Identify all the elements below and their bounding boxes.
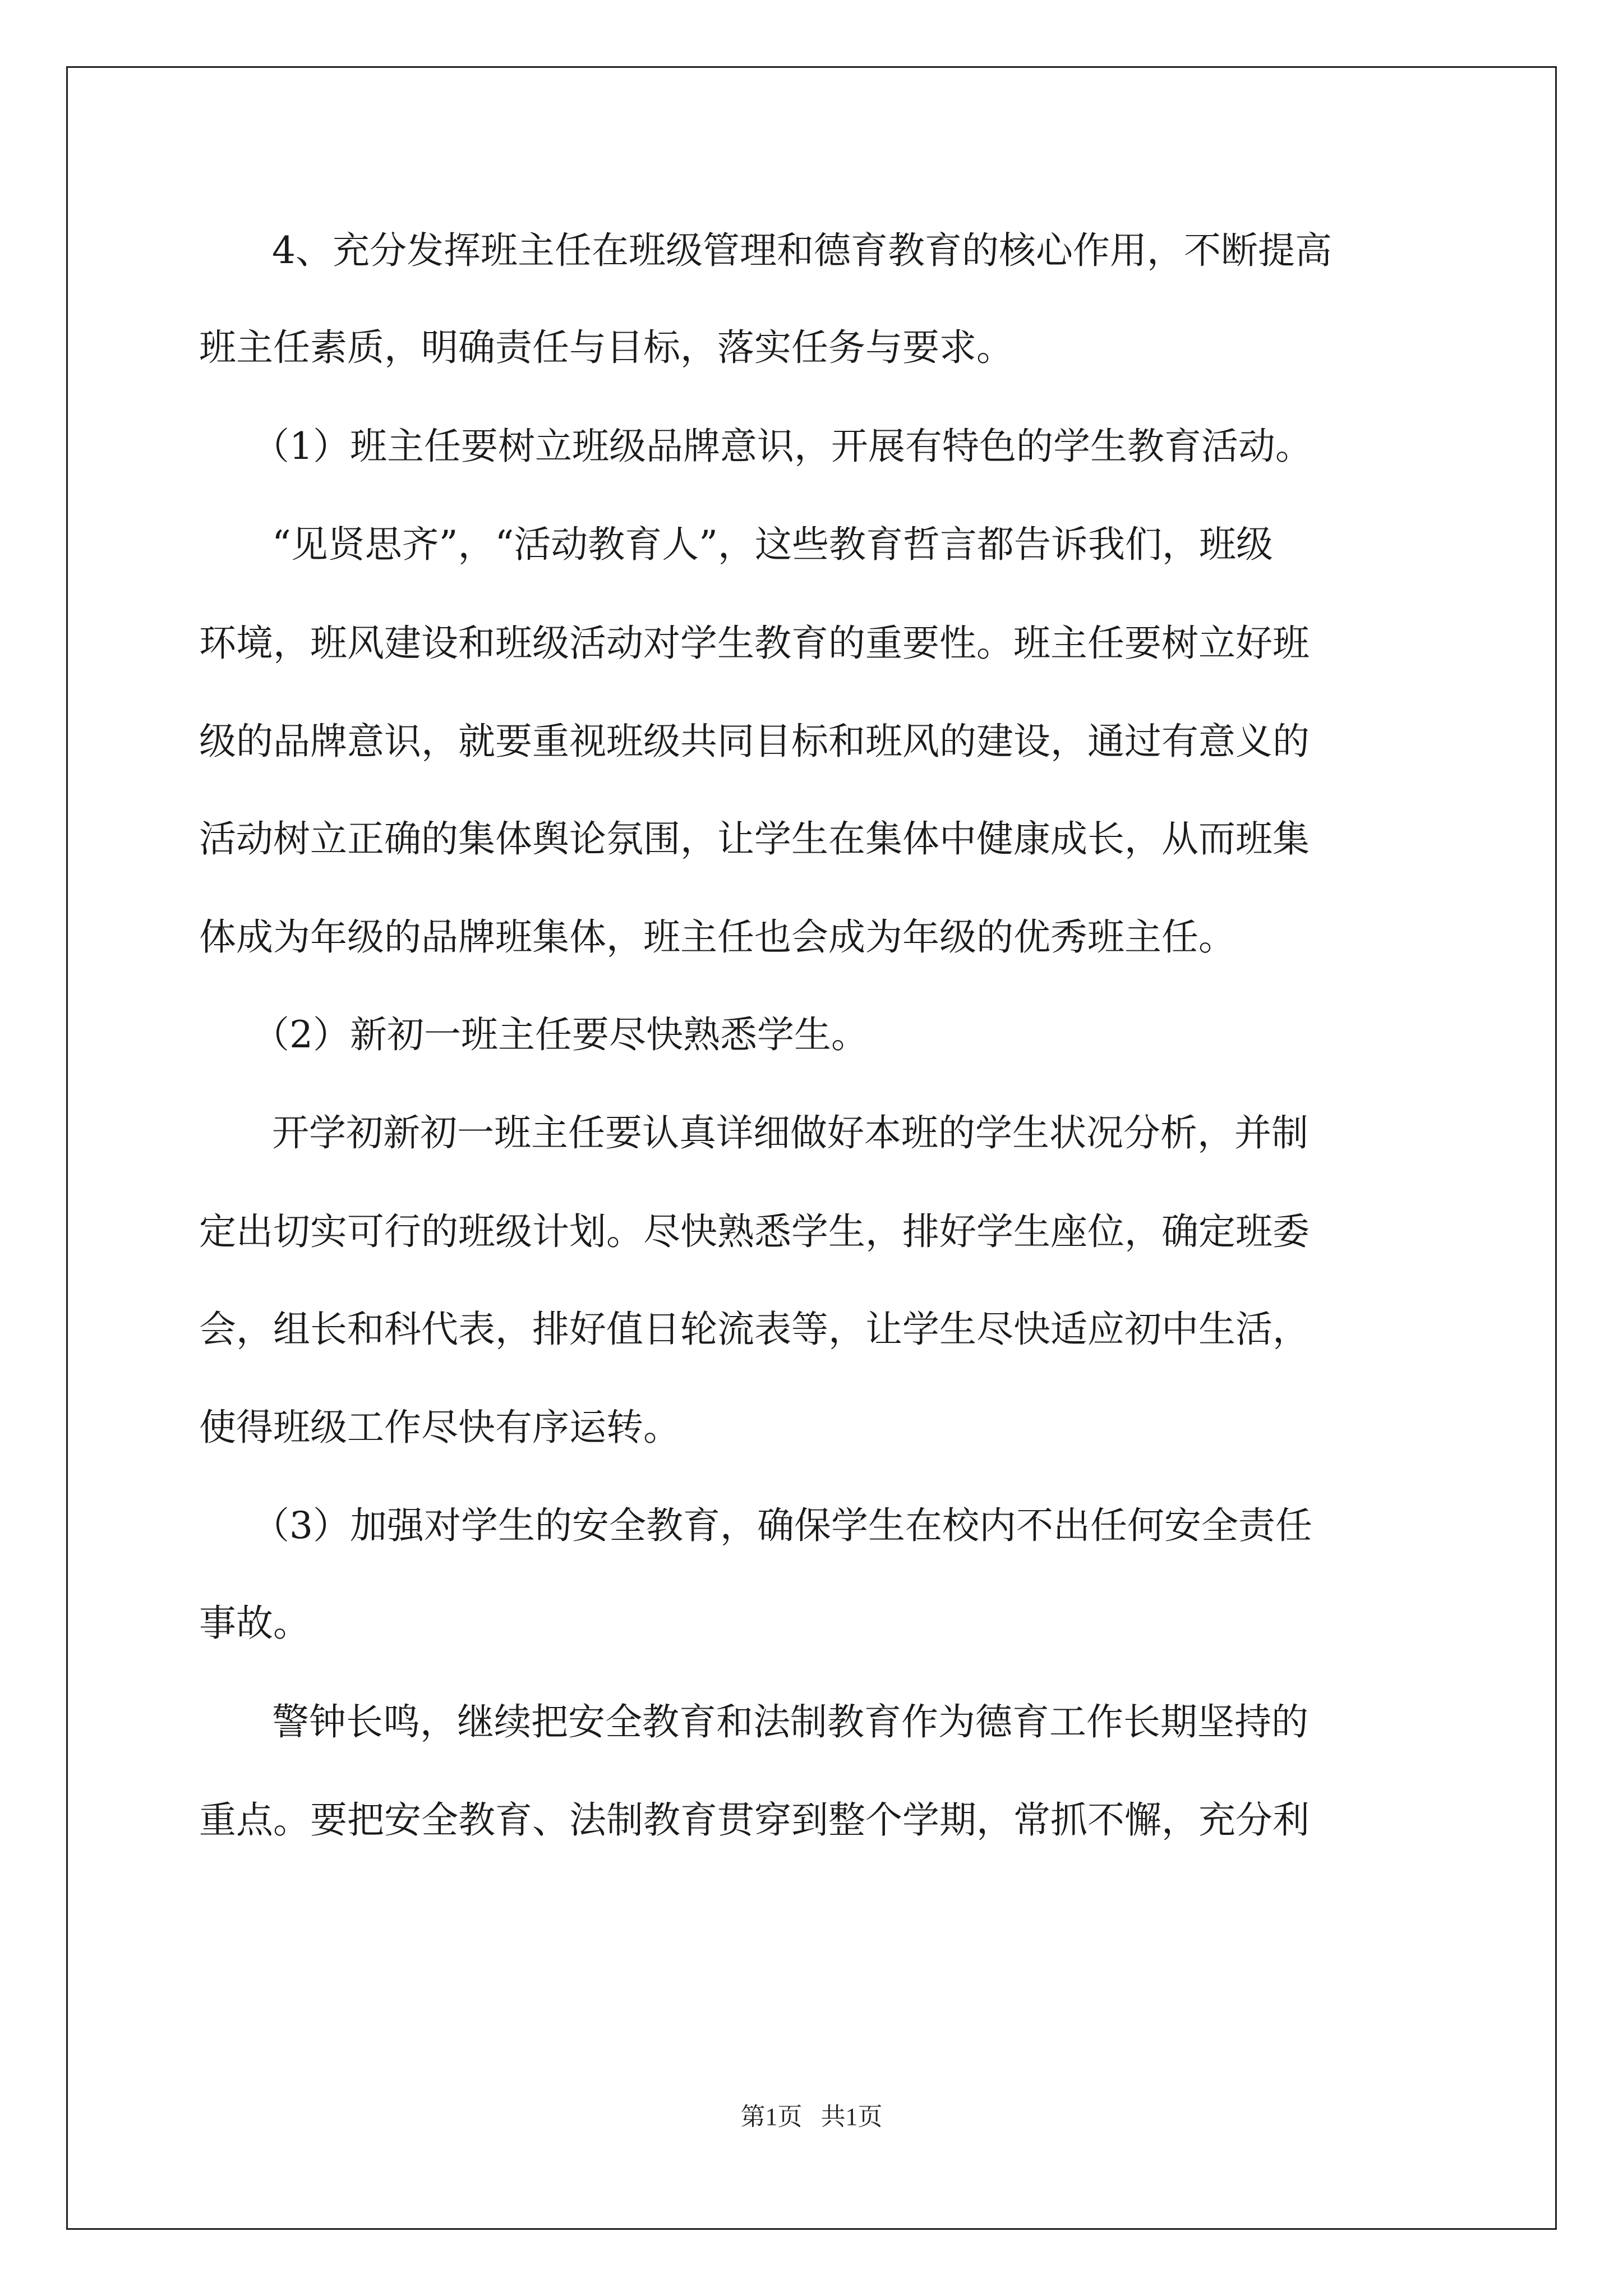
- text-line-6: 级的品牌意识，就要重视班级共同目标和班风的建设，通过有意义的: [199, 720, 1310, 763]
- text-line-1: 4、充分发挥班主任在班级管理和德育教育的核心作用，不断提高: [272, 229, 1332, 272]
- text-line-17: 重点。要把安全教育、法制教育贯穿到整个学期，常抓不懈，充分利: [199, 1798, 1310, 1842]
- page-footer: [0, 2100, 1623, 2134]
- text-line-3: （1）班主任要树立班级品牌意识，开展有特色的学生教育活动。: [252, 425, 1312, 468]
- text-line-2: 班主任素质，明确责任与目标，落实任务与要求。: [199, 326, 1013, 369]
- text-line-15: 事故。: [199, 1602, 310, 1645]
- text-line-12: 会，组长和科代表，排好值日轮流表等，让学生尽快适应初中生活，: [199, 1308, 1310, 1351]
- text-line-16: 警钟长鸣，继续把安全教育和法制教育作为德育工作长期坚持的: [272, 1700, 1308, 1743]
- text-line-14: （3）加强对学生的安全教育，确保学生在校内不出任何安全责任: [252, 1504, 1312, 1547]
- text-line-10: 开学初新初一班主任要认真详细做好本班的学生状况分析，并制: [272, 1111, 1308, 1154]
- text-line-11: 定出切实可行的班级计划。尽快熟悉学生，排好学生座位，确定班委: [199, 1210, 1310, 1253]
- text-line-8: 体成为年级的品牌班集体，班主任也会成为年级的优秀班主任。: [199, 915, 1235, 959]
- page-number: 第1页: [740, 2103, 803, 2131]
- text-line-4: “见贤思齐”，“活动教育人”，这些教育哲言都告诉我们，班级: [272, 523, 1273, 566]
- page-total: 共1页: [820, 2103, 883, 2131]
- text-line-7: 活动树立正确的集体舆论氛围，让学生在集体中健康成长，从而班集: [199, 817, 1310, 861]
- text-line-9: （2）新初一班主任要尽快熟悉学生。: [252, 1013, 868, 1056]
- text-line-5: 环境，班风建设和班级活动对学生教育的重要性。班主任要树立好班: [199, 622, 1310, 665]
- text-line-13: 使得班级工作尽快有序运转。: [199, 1406, 680, 1449]
